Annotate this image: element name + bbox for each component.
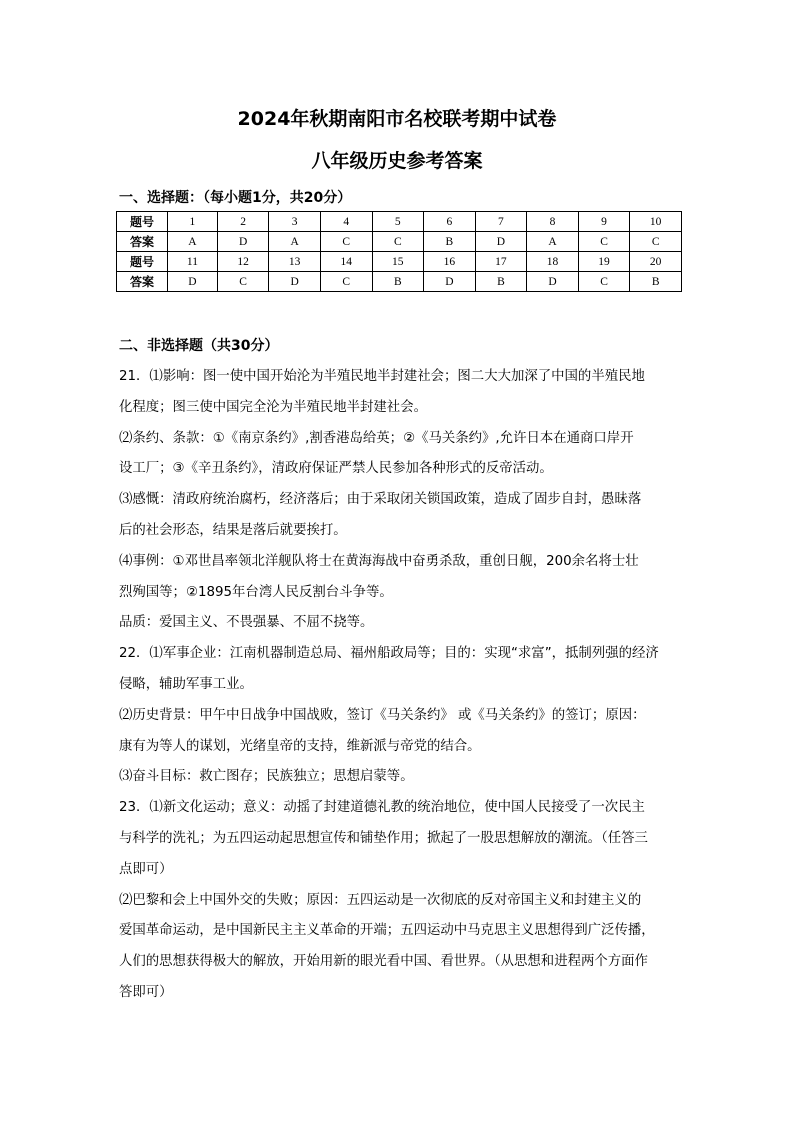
answer-line: 康有为等人的谋划，光绪皇帝的支持，维新派与帝党的结合。: [119, 738, 481, 754]
table-cell: D: [168, 272, 218, 292]
table-cell: 6: [424, 212, 476, 232]
answer-line: 化程度；图三使中国完全沦为半殖民地半封建社会。: [119, 399, 427, 415]
page-subtitle: 八年级历史参考答案: [311, 150, 483, 172]
table-cell: C: [372, 232, 424, 252]
page-title: 2024年秋期南阳市名校联考期中试卷: [237, 108, 557, 130]
answer-line: ⑵历史背景：甲午中日战争中国战败，签订《马关条约》 或《马关条约》的签订；原因：: [119, 707, 646, 723]
row-label: 题号: [117, 252, 168, 272]
table-cell: 14: [320, 252, 372, 272]
table-cell: C: [578, 232, 630, 252]
answer-line: 21．⑴影响：图一使中国开始沦为半殖民地半封建社会；图二大大加深了中国的半殖民地: [119, 369, 645, 384]
answer-line: 侵略，辅助军事工业。: [119, 676, 253, 692]
table-cell: A: [168, 232, 218, 252]
answer-line: 烈殉国等；②1895年台湾人民反割台斗争等。: [119, 584, 393, 600]
table-cell: D: [424, 272, 476, 292]
table-cell: 3: [269, 212, 321, 232]
table-cell: A: [269, 232, 321, 252]
row-label: 答案: [117, 232, 168, 252]
answer-line: ⑵巴黎和会上中国外交的失败；原因：五四运动是一次彻底的反对帝国主义和封建主义的: [119, 892, 642, 908]
answer-line: 23．⑴新文化运动；意义：动摇了封建道德礼教的统治地位，使中国人民接受了一次民主: [119, 800, 645, 816]
answer-line: 爱国革命运动，是中国新民主主义革命的开端；五四运动中马克思主义思想得到广泛传播，: [119, 923, 655, 939]
table-cell: D: [527, 272, 579, 292]
answer-line: 后的社会形态，结果是落后就要挨打。: [119, 522, 347, 538]
table-cell: 12: [217, 252, 269, 272]
table-cell: C: [578, 272, 630, 292]
answer-body: [119, 362, 679, 1009]
table-row: [117, 252, 682, 272]
table-cell: 16: [424, 252, 476, 272]
section-2-heading: 二、非选择题（共30分）: [119, 338, 279, 354]
row-label: 题号: [117, 212, 168, 232]
table-cell: 1: [168, 212, 218, 232]
table-row: [117, 272, 682, 292]
table-cell: 15: [372, 252, 424, 272]
table-cell: 10: [630, 212, 682, 232]
answer-line: ⑶感慨：清政府统治腐朽，经济落后；由于采取闭关锁国政策，造成了固步自封，愚昧落: [119, 492, 642, 508]
answer-line: ⑷事例：①邓世昌率领北洋舰队将士在黄海海战中奋勇杀敌，重创日舰，200余名将士壮: [119, 553, 639, 569]
table-cell: B: [475, 272, 527, 292]
table-cell: 19: [578, 252, 630, 272]
table-cell: 20: [630, 252, 682, 272]
table-row: [117, 212, 682, 232]
table-cell: 13: [269, 252, 321, 272]
table-cell: 18: [527, 252, 579, 272]
table-cell: 5: [372, 212, 424, 232]
table-cell: C: [217, 272, 269, 292]
table-cell: 4: [320, 212, 372, 232]
table-cell: D: [475, 232, 527, 252]
answer-line: ⑶奋斗目标：救亡图存；民族独立；思想启蒙等。: [119, 769, 414, 785]
section-1-heading: 一、选择题：（每小题1分，共20分）: [119, 190, 352, 206]
table-cell: D: [217, 232, 269, 252]
answer-line: 答即可）: [119, 984, 173, 1000]
answer-line: ⑵条约、条款：①《南京条约》,割香港岛给英；②《马关条约》,允许日本在通商口岸开: [119, 430, 634, 446]
table-cell: 8: [527, 212, 579, 232]
answer-line: 22．⑴军事企业：江南机器制造总局、福州船政局等；目的：实现“求富”，抵制列强的经济: [119, 646, 659, 662]
answer-line: 与科学的洗礼；为五四运动起思想宣传和铺垫作用；掀起了一股思想解放的潮流。（任答三: [119, 830, 648, 846]
table-cell: B: [424, 232, 476, 252]
table-cell: B: [372, 272, 424, 292]
answer-line: 人们的思想获得极大的解放，开始用新的眼光看中国、看世界。（从思想和进程两个方面作: [119, 954, 648, 970]
answer-line: 品质：爱国主义、不畏强暴、不屈不挠等。: [119, 615, 374, 631]
table-cell: A: [527, 232, 579, 252]
table-cell: D: [269, 272, 321, 292]
table-cell: 2: [217, 212, 269, 232]
table-cell: C: [320, 232, 372, 252]
table-cell: 7: [475, 212, 527, 232]
table-cell: 9: [578, 212, 630, 232]
table-cell: 17: [475, 252, 527, 272]
answer-table: [116, 211, 682, 292]
table-cell: 11: [168, 252, 218, 272]
table-row: [117, 232, 682, 252]
answer-line: 设工厂；③《辛丑条约》，清政府保证严禁人民参加各种形式的反帝活动。: [119, 461, 553, 477]
table-cell: C: [630, 232, 682, 252]
row-label: 答案: [117, 272, 168, 292]
table-cell: B: [630, 272, 682, 292]
table-cell: C: [320, 272, 372, 292]
answer-line: 点即可）: [119, 861, 173, 877]
